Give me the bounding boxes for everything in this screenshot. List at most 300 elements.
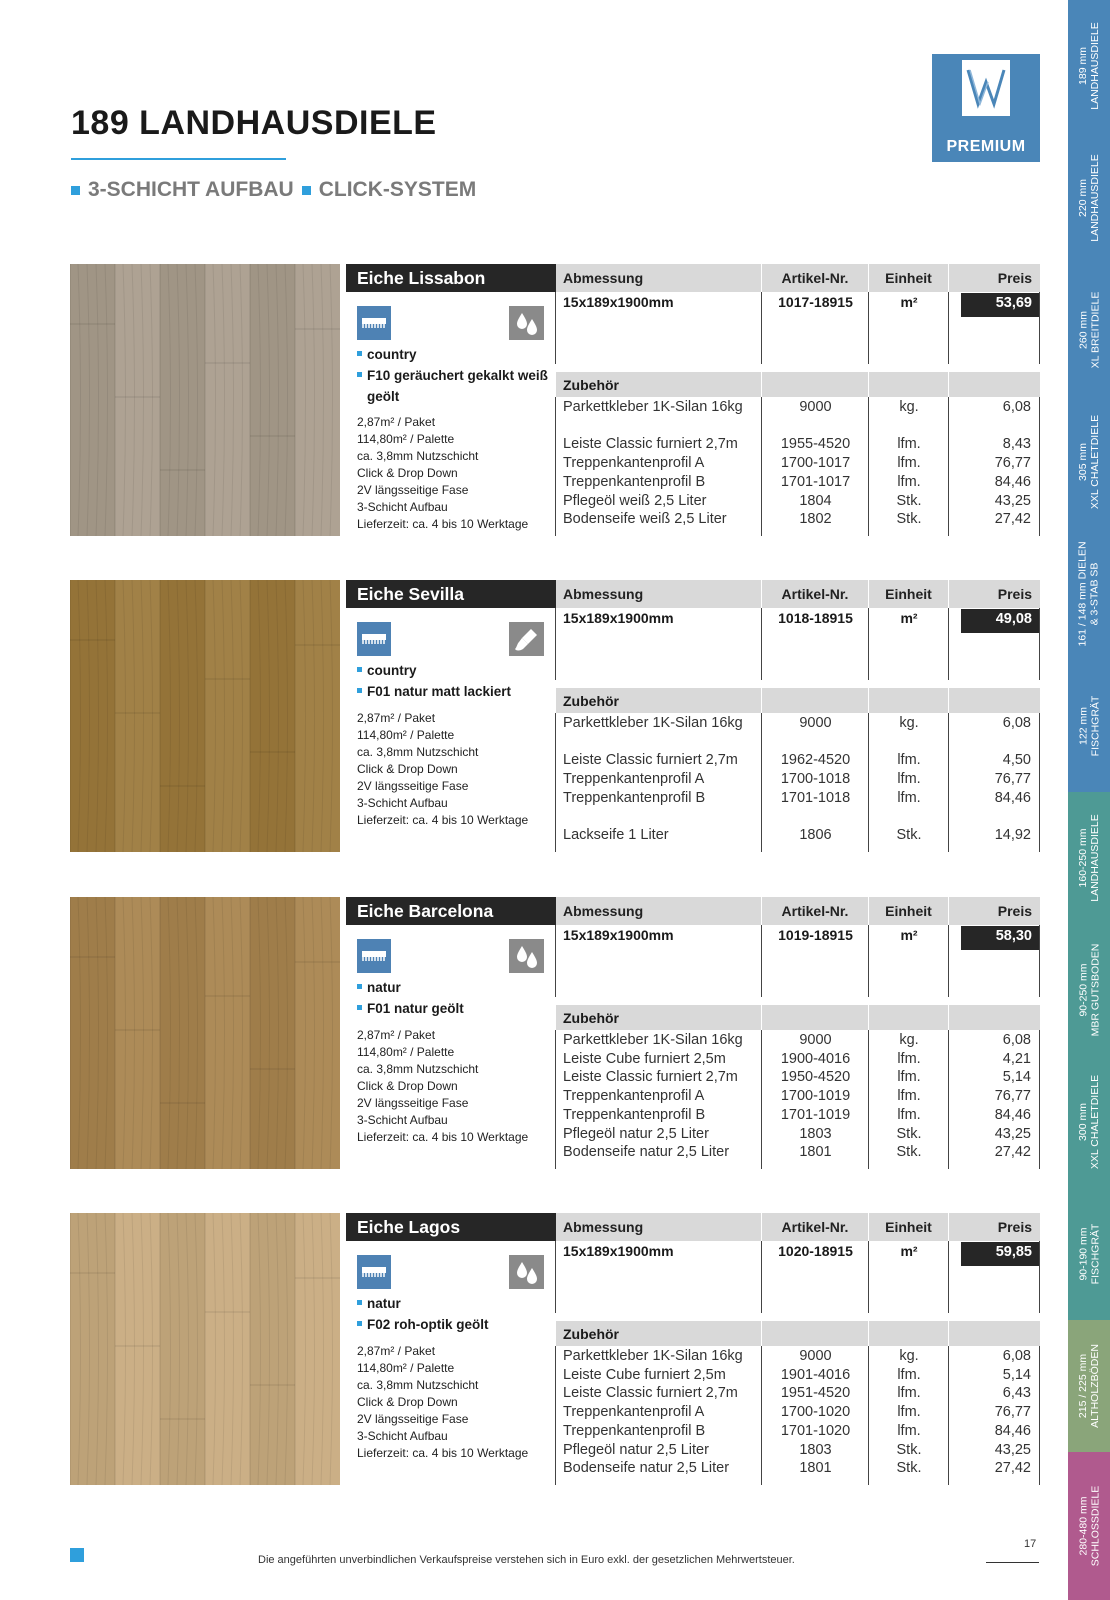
- side-tab-6[interactable]: [1068, 660, 1110, 792]
- table-column-divider: [948, 925, 949, 997]
- accessory-name: Leiste Cube furniert 2,5m: [563, 1050, 726, 1067]
- accessory-article-number: 9000: [799, 399, 832, 415]
- side-tab-line-2: LANDHAUSDIELE: [1089, 154, 1101, 242]
- accessory-article-number: 1701-1020: [780, 1422, 851, 1439]
- side-tab-5[interactable]: [1068, 528, 1110, 660]
- product-dimension: 15x189x1900mm: [563, 610, 674, 626]
- footer-note: Die angeführten unverbindlichen Verkaufspreise verstehen sich in Euro exkl. der gesetzlichen Mehrwertsteuer.: [258, 1554, 795, 1566]
- header-price: Preis: [949, 1213, 1040, 1241]
- side-tab-label: [1077, 22, 1101, 110]
- accessories-header-cell: [869, 688, 948, 713]
- side-tab-line-2: XXL CHALETDIELE: [1089, 414, 1101, 510]
- product-block: [70, 580, 1040, 852]
- product-tag: [357, 344, 557, 365]
- product-tag-text: country: [367, 347, 417, 362]
- accessory-article-number: 1962-4520: [780, 752, 851, 769]
- accessory-article-number: 1804: [799, 492, 832, 509]
- product-tag: [357, 1314, 557, 1335]
- accessory-unit: lfm.: [897, 789, 921, 806]
- bullet-square-icon: [302, 186, 311, 195]
- side-tab-line-2: MBR GUTSBODEN: [1089, 943, 1102, 1037]
- accessories-header-cell: [762, 688, 868, 713]
- accessory-name: Parkettkleber 1K-Silan 16kg: [563, 399, 743, 415]
- accessory-price: 5,14: [1002, 1366, 1031, 1383]
- wood-grain-pattern: [70, 897, 340, 1169]
- accessory-name: Parkettkleber 1K-Silan 16kg: [563, 1348, 743, 1364]
- accessory-article-number: 1806: [799, 827, 832, 844]
- side-tab-label: [1077, 814, 1101, 902]
- header-unit: Einheit: [869, 580, 948, 608]
- product-tags: [357, 1293, 557, 1335]
- oil-drops-icon: [509, 306, 544, 340]
- table-column-divider: [555, 397, 556, 536]
- side-tab-12[interactable]: [1068, 1452, 1110, 1600]
- side-tab-label: [1077, 1075, 1101, 1169]
- side-tab-11[interactable]: [1068, 1320, 1110, 1452]
- table-column-divider: [761, 925, 762, 997]
- oil-drops-icon: [509, 1255, 544, 1289]
- header-unit: Einheit: [869, 1213, 948, 1241]
- product-tag: [357, 1293, 557, 1314]
- accessory-price: 27,42: [994, 511, 1031, 528]
- side-tab-line-2: XL BREITDIELE: [1089, 291, 1102, 369]
- side-tab-3[interactable]: [1068, 264, 1110, 396]
- accessory-unit: lfm.: [897, 455, 921, 472]
- accessories-header-cell: [949, 372, 1040, 397]
- accessory-name: Bodenseife natur 2,5 Liter: [563, 1144, 730, 1161]
- bullet-square-icon: [357, 1300, 362, 1305]
- accessory-unit: lfm.: [897, 1050, 921, 1067]
- logo-label: PREMIUM: [946, 138, 1026, 155]
- spec-line: 2V längsseitige Fase: [357, 1096, 469, 1110]
- bullet-square-icon: [357, 984, 362, 989]
- accessory-name: Leiste Classic furniert 2,7m: [563, 1069, 738, 1086]
- side-tab-line-1: 260 mm: [1077, 311, 1090, 349]
- product-tag-text: natur: [367, 1296, 401, 1311]
- bullet-square-icon: [357, 688, 362, 693]
- table-column-divider: [1039, 1241, 1040, 1313]
- accessory-name: Bodenseife weiß 2,5 Liter: [563, 511, 727, 528]
- header-article-number: Artikel-Nr.: [762, 897, 868, 925]
- spec-line: Click & Drop Down: [357, 1395, 458, 1409]
- header-dimension: Abmessung: [556, 897, 761, 925]
- accessories-header-cell: [949, 1005, 1040, 1030]
- side-tab-line-2: ALTHOLZBÖDEN: [1089, 1344, 1102, 1428]
- accessory-unit: Stk.: [896, 492, 922, 509]
- product-name: Eiche Lissabon: [346, 264, 556, 292]
- bullet-square-icon: [357, 1321, 362, 1326]
- product-dimension: 15x189x1900mm: [563, 927, 674, 943]
- accessory-article-number: 1803: [799, 1125, 832, 1142]
- accessory-name: Parkettkleber 1K-Silan 16kg: [563, 715, 743, 731]
- table-column-divider: [868, 1241, 869, 1313]
- side-tab-line-2: FISCHGRÄT: [1089, 1223, 1102, 1285]
- table-column-divider: [555, 1346, 556, 1485]
- accessory-unit: lfm.: [897, 752, 921, 769]
- header-article-number: Artikel-Nr.: [762, 580, 868, 608]
- side-tab-navigation: [1068, 0, 1110, 1600]
- product-tags: [357, 660, 557, 702]
- accessory-unit: kg.: [899, 715, 919, 731]
- product-article-number: 1017-18915: [778, 294, 853, 310]
- side-tab-2[interactable]: [1068, 132, 1110, 264]
- accessory-price: 27,42: [994, 1460, 1031, 1477]
- accessory-unit: lfm.: [897, 1422, 921, 1439]
- subtitle-construction: 3-SCHICHT AUFBAU: [88, 178, 294, 201]
- table-column-divider: [868, 925, 869, 997]
- click-system-icon: [357, 1255, 391, 1289]
- accessory-price: 76,77: [994, 1088, 1031, 1105]
- spec-line: 2V längsseitige Fase: [357, 483, 469, 497]
- spec-line: 114,80m² / Palette: [357, 1045, 455, 1059]
- accessory-name: Treppenkantenprofil B: [563, 1106, 706, 1123]
- accessory-unit: lfm.: [897, 1069, 921, 1086]
- accessories-header-cell: [762, 1005, 868, 1030]
- accessory-article-number: 1700-1017: [780, 455, 851, 472]
- side-tab-line-1: 90-250 mm: [1077, 963, 1090, 1017]
- header-dimension: Abmessung: [556, 580, 761, 608]
- accessories-header-cell: [762, 372, 868, 397]
- side-tab-line-1: 300 mm: [1077, 1103, 1089, 1141]
- accessory-price: 5,14: [1002, 1069, 1031, 1086]
- accessory-price: 6,43: [1002, 1385, 1031, 1402]
- header-dimension: Abmessung: [556, 1213, 761, 1241]
- accessory-article-number: 1701-1019: [780, 1106, 851, 1123]
- product-article-number: 1020-18915: [778, 1243, 853, 1259]
- spec-line: 114,80m² / Palette: [357, 432, 455, 446]
- accessory-article-number: 1803: [799, 1441, 832, 1458]
- table-column-divider: [555, 1030, 556, 1169]
- side-tab-line-1: 90-190 mm: [1077, 1227, 1090, 1281]
- spec-line: ca. 3,8mm Nutzschicht: [357, 1062, 479, 1076]
- side-tab-line-1: 215 / 225 mm: [1077, 1353, 1090, 1419]
- accessory-price: 4,50: [1002, 752, 1031, 769]
- w-logo-icon: [962, 60, 1010, 116]
- spec-line: ca. 3,8mm Nutzschicht: [357, 1378, 479, 1392]
- accessory-price: 6,08: [1002, 1348, 1031, 1364]
- bullet-square-icon: [357, 372, 362, 377]
- side-tab-line-1: 161 / 148 mm DIELEN: [1077, 541, 1090, 647]
- accessories-header-cell: [949, 1321, 1040, 1346]
- accessory-unit: Stk.: [896, 1125, 922, 1142]
- accessories-header: Zubehör: [556, 688, 761, 713]
- accessory-name: Lackseife 1 Liter: [563, 827, 669, 844]
- header-article-number: Artikel-Nr.: [762, 264, 868, 292]
- accessories-header-cell: [869, 1321, 948, 1346]
- side-tab-label: [1077, 154, 1101, 242]
- accessory-name: Leiste Classic furniert 2,7m: [563, 436, 738, 453]
- header-dimension: Abmessung: [556, 264, 761, 292]
- product-tag-text: F02 roh-optik geölt: [367, 1317, 489, 1332]
- product-price: 58,30: [961, 926, 1040, 950]
- side-tab-line-1: 160-250 mm: [1077, 828, 1089, 888]
- spec-line: Click & Drop Down: [357, 762, 458, 776]
- header-unit: Einheit: [869, 264, 948, 292]
- table-column-divider: [1039, 925, 1040, 997]
- table-column-divider: [555, 292, 556, 364]
- spec-line: 3-Schicht Aufbau: [357, 500, 448, 514]
- accessory-price: 84,46: [994, 473, 1031, 490]
- accessory-price: 6,08: [1002, 715, 1031, 731]
- product-tag: [357, 681, 557, 702]
- accessory-price: 8,43: [1002, 436, 1031, 453]
- accessory-unit: lfm.: [897, 1385, 921, 1402]
- table-column-divider: [868, 292, 869, 364]
- accessory-unit: Stk.: [896, 1441, 922, 1458]
- page-title: 189 LANDHAUSDIELE: [71, 104, 437, 142]
- side-tab-label: [1077, 1486, 1101, 1567]
- click-system-icon: [357, 939, 391, 973]
- accessory-article-number: 9000: [799, 715, 832, 731]
- accessory-article-number: 1801: [799, 1460, 832, 1477]
- side-tab-label: [1077, 292, 1101, 369]
- accessory-price: 76,77: [994, 771, 1031, 788]
- table-column-divider: [555, 713, 556, 852]
- spec-line: 2,87m² / Paket: [357, 1344, 436, 1358]
- spec-line: 3-Schicht Aufbau: [357, 796, 448, 810]
- side-tab-line-1: 220 mm: [1077, 179, 1089, 217]
- wood-swatch-image: [70, 580, 340, 852]
- wood-swatch-image: [70, 1213, 340, 1485]
- bullet-square-icon: [357, 351, 362, 356]
- side-tab-9[interactable]: [1068, 1056, 1110, 1188]
- accessory-price: 84,46: [994, 1422, 1031, 1439]
- accessory-name: Treppenkantenprofil B: [563, 473, 706, 490]
- accessory-price: 6,08: [1002, 399, 1031, 415]
- product-tag-text: F10 geräuchert gekalkt weiß geölt: [367, 368, 548, 404]
- accessory-article-number: 1701-1018: [780, 789, 851, 806]
- accessory-article-number: 1901-4016: [780, 1366, 851, 1383]
- side-tab-line-1: 280-480 mm: [1077, 1496, 1089, 1556]
- product-unit: m²: [900, 927, 918, 943]
- wood-grain-pattern: [70, 264, 340, 536]
- spec-line: Lieferzeit: ca. 4 bis 10 Werktage: [357, 1130, 529, 1144]
- table-column-divider: [555, 925, 556, 997]
- click-system-icon: [357, 622, 391, 656]
- side-tab-label: [1077, 415, 1101, 509]
- wood-swatch-image: [70, 897, 340, 1169]
- table-column-divider: [948, 608, 949, 680]
- side-tab-line-1: 189 mm: [1077, 47, 1089, 85]
- spec-line: ca. 3,8mm Nutzschicht: [357, 745, 479, 759]
- accessory-name: Bodenseife natur 2,5 Liter: [563, 1460, 730, 1477]
- spec-line: ca. 3,8mm Nutzschicht: [357, 449, 479, 463]
- side-tab-line-1: 122 mm: [1077, 707, 1090, 745]
- subtitle-system: CLICK-SYSTEM: [318, 178, 477, 201]
- product-article-number: 1018-18915: [778, 610, 853, 626]
- accessory-name: Treppenkantenprofil B: [563, 1422, 706, 1439]
- side-tab-line-2: FISCHGRÄT: [1089, 695, 1102, 757]
- accessory-article-number: 9000: [799, 1348, 832, 1364]
- wood-grain-pattern: [70, 580, 340, 852]
- accessory-price: 27,42: [994, 1144, 1031, 1161]
- spec-line: 114,80m² / Palette: [357, 728, 455, 742]
- product-price: 59,85: [961, 1242, 1040, 1266]
- accessory-price: 4,21: [1002, 1050, 1031, 1067]
- accessory-unit: kg.: [899, 399, 919, 415]
- side-tab-label: [1077, 1224, 1101, 1285]
- header-article-number: Artikel-Nr.: [762, 1213, 868, 1241]
- side-tab-label: [1077, 541, 1101, 646]
- accessories-header-cell: [869, 372, 948, 397]
- product-name: Eiche Barcelona: [346, 897, 556, 925]
- header-price: Preis: [949, 897, 1040, 925]
- table-column-divider: [1039, 713, 1040, 852]
- side-tab-8[interactable]: [1068, 924, 1110, 1056]
- page-subtitle: [71, 178, 476, 202]
- accessory-article-number: 1801: [799, 1144, 832, 1161]
- product-tag-text: country: [367, 663, 417, 678]
- table-column-divider: [761, 608, 762, 680]
- side-tab-line-2: SCHLOSSDIELE: [1089, 1485, 1101, 1567]
- title-underline: [71, 158, 286, 160]
- accessories-header: Zubehör: [556, 372, 761, 397]
- spec-line: 114,80m² / Palette: [357, 1361, 455, 1375]
- product-tag: [357, 660, 557, 681]
- spec-line: 2V längsseitige Fase: [357, 779, 469, 793]
- wood-grain-pattern: [70, 1213, 340, 1485]
- accessory-price: 84,46: [994, 789, 1031, 806]
- product-dimension: 15x189x1900mm: [563, 1243, 674, 1259]
- accessory-price: 84,46: [994, 1106, 1031, 1123]
- premium-logo: [932, 54, 1040, 162]
- accessory-name: Treppenkantenprofil A: [563, 1088, 705, 1105]
- accessory-name: Leiste Cube furniert 2,5m: [563, 1366, 726, 1383]
- accessory-unit: lfm.: [897, 771, 921, 788]
- table-column-divider: [868, 608, 869, 680]
- product-tag: [357, 365, 557, 407]
- table-column-divider: [761, 1241, 762, 1313]
- product-tag-text: F01 natur geölt: [367, 1001, 464, 1016]
- accessory-price: 6,08: [1002, 1032, 1031, 1048]
- side-tab-line-2: LANDHAUSDIELE: [1089, 814, 1101, 902]
- product-tag-text: natur: [367, 980, 401, 995]
- accessory-name: Treppenkantenprofil A: [563, 455, 705, 472]
- accessories-header-cell: [869, 1005, 948, 1030]
- header-price: Preis: [949, 264, 1040, 292]
- accessory-article-number: 1951-4520: [780, 1385, 851, 1402]
- product-article-number: 1019-18915: [778, 927, 853, 943]
- click-system-icon: [357, 306, 391, 340]
- spec-line: Click & Drop Down: [357, 1079, 458, 1093]
- table-column-divider: [1039, 1346, 1040, 1485]
- accessory-name: Leiste Classic furniert 2,7m: [563, 1385, 738, 1402]
- table-column-divider: [555, 608, 556, 680]
- accessories-header-cell: [949, 688, 1040, 713]
- accessory-unit: Stk.: [896, 1144, 922, 1161]
- table-column-divider: [1039, 608, 1040, 680]
- accessory-name: Pflegeöl weiß 2,5 Liter: [563, 492, 707, 509]
- bullet-square-icon: [71, 186, 80, 195]
- accessory-article-number: 1701-1017: [780, 473, 851, 490]
- spec-line: 2,87m² / Paket: [357, 415, 436, 429]
- side-tab-4[interactable]: [1068, 396, 1110, 528]
- product-specs: [357, 414, 557, 533]
- accessories-header-cell: [762, 1321, 868, 1346]
- accessory-unit: lfm.: [897, 1404, 921, 1421]
- accessory-article-number: 1700-1018: [780, 771, 851, 788]
- spec-line: Lieferzeit: ca. 4 bis 10 Werktage: [357, 517, 529, 531]
- paint-brush-icon: [509, 622, 544, 656]
- product-tags: [357, 344, 557, 407]
- accessory-price: 76,77: [994, 455, 1031, 472]
- accessory-name: Treppenkantenprofil B: [563, 789, 706, 806]
- side-tab-line-1: 305 mm: [1077, 443, 1089, 481]
- spec-line: 3-Schicht Aufbau: [357, 1429, 448, 1443]
- bullet-square-icon: [357, 1005, 362, 1010]
- accessory-price: 14,92: [994, 827, 1031, 844]
- accessories-header: Zubehör: [556, 1321, 761, 1346]
- product-price: 49,08: [961, 609, 1040, 633]
- accessory-article-number: 1900-4016: [780, 1050, 851, 1067]
- product-specs: [357, 1027, 557, 1146]
- side-tab-1[interactable]: [1068, 0, 1110, 132]
- side-tab-10[interactable]: [1068, 1188, 1110, 1320]
- accessory-name: Pflegeöl natur 2,5 Liter: [563, 1125, 709, 1142]
- product-tag: [357, 998, 557, 1019]
- spec-line: Click & Drop Down: [357, 466, 458, 480]
- table-column-divider: [1039, 397, 1040, 536]
- accessory-unit: kg.: [899, 1348, 919, 1364]
- wood-swatch-image: [70, 264, 340, 536]
- accessory-unit: Stk.: [896, 1460, 922, 1477]
- product-unit: m²: [900, 610, 918, 626]
- product-unit: m²: [900, 1243, 918, 1259]
- accessories-header: Zubehör: [556, 1005, 761, 1030]
- accessory-name: Treppenkantenprofil A: [563, 771, 705, 788]
- table-column-divider: [1039, 1030, 1040, 1169]
- side-tab-label: [1077, 696, 1101, 757]
- accessory-article-number: 1700-1020: [780, 1404, 851, 1421]
- header-price: Preis: [949, 580, 1040, 608]
- footer-square-icon: [70, 1548, 84, 1562]
- accessory-article-number: 1950-4520: [780, 1069, 851, 1086]
- product-price: 53,69: [961, 293, 1040, 317]
- header-unit: Einheit: [869, 897, 948, 925]
- accessory-price: 43,25: [994, 1125, 1031, 1142]
- side-tab-line-2: XXL CHALETDIELE: [1089, 1074, 1101, 1170]
- product-dimension: 15x189x1900mm: [563, 294, 674, 310]
- accessory-name: Pflegeöl natur 2,5 Liter: [563, 1441, 709, 1458]
- side-tab-7[interactable]: [1068, 792, 1110, 924]
- page-number-line: [986, 1562, 1039, 1563]
- side-tab-line-2: LANDHAUSDIELE: [1089, 22, 1101, 110]
- side-tab-label: [1077, 944, 1101, 1037]
- oil-drops-icon: [509, 939, 544, 973]
- accessory-article-number: 9000: [799, 1032, 832, 1048]
- accessory-price: 43,25: [994, 1441, 1031, 1458]
- spec-line: 2V längsseitige Fase: [357, 1412, 469, 1426]
- product-block: [70, 897, 1040, 1169]
- accessory-name: Treppenkantenprofil A: [563, 1404, 705, 1421]
- accessory-unit: kg.: [899, 1032, 919, 1048]
- bullet-square-icon: [357, 667, 362, 672]
- accessory-article-number: 1955-4520: [780, 436, 851, 453]
- product-name: Eiche Sevilla: [346, 580, 556, 608]
- accessory-unit: lfm.: [897, 473, 921, 490]
- accessory-unit: lfm.: [897, 1106, 921, 1123]
- accessory-unit: lfm.: [897, 1088, 921, 1105]
- accessory-unit: lfm.: [897, 436, 921, 453]
- table-column-divider: [555, 1241, 556, 1313]
- spec-line: Lieferzeit: ca. 4 bis 10 Werktage: [357, 1446, 529, 1460]
- side-tab-line-2: & 3-STAB SB: [1089, 562, 1102, 626]
- product-unit: m²: [900, 294, 918, 310]
- spec-line: 2,87m² / Paket: [357, 711, 436, 725]
- page-number: 17: [1024, 1538, 1037, 1550]
- accessory-name: Leiste Classic furniert 2,7m: [563, 752, 738, 769]
- accessory-name: Parkettkleber 1K-Silan 16kg: [563, 1032, 743, 1048]
